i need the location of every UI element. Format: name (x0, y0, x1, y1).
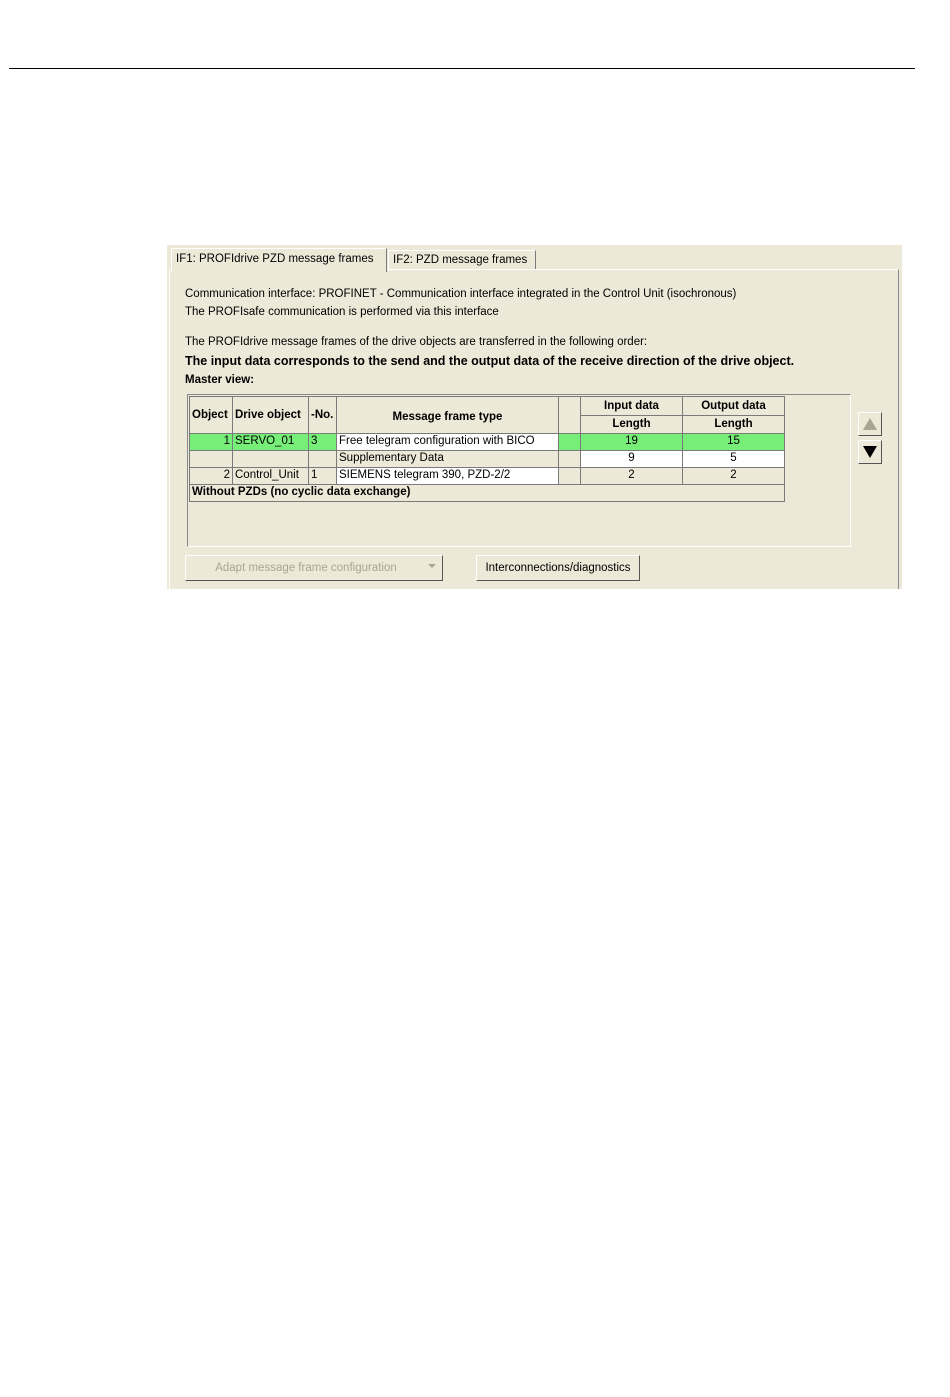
row3-frame-type[interactable]: SIEMENS telegram 390, PZD-2/2 (336, 467, 559, 485)
move-down-button[interactable] (858, 440, 882, 464)
tab-panel (169, 269, 899, 589)
tab-if2[interactable]: IF2: PZD message frames (388, 250, 536, 270)
order-info: The PROFIdrive message frames of the drive objects are transferred in the following order: (185, 336, 648, 348)
row2-no[interactable] (308, 450, 337, 468)
row1-output-length[interactable]: 15 (682, 433, 785, 451)
row3-no[interactable]: 1 (308, 467, 337, 485)
master-view-label: Master view: (185, 374, 255, 386)
row2-drive-object[interactable] (232, 450, 309, 468)
up-arrow-icon (863, 418, 877, 430)
row3-spacer (558, 467, 581, 485)
col-header-frame-type: Message frame type (336, 396, 559, 434)
row1-frame-type[interactable]: Free telegram configuration with BICO (336, 433, 559, 451)
interconnections-diagnostics-button[interactable] (476, 555, 640, 581)
row2-object[interactable] (189, 450, 233, 468)
interface-info: Communication interface: PROFINET - Communication interface integrated in the Control Unit (isochronous) (185, 288, 737, 300)
col-header-output-data: Output data (682, 396, 785, 416)
col-header-no: -No. (308, 396, 337, 434)
col-header-drive-object: Drive object (232, 396, 309, 434)
col-header-spacer (558, 396, 581, 434)
row2-input-length[interactable]: 9 (580, 450, 683, 468)
profisafe-info: The PROFIsafe communication is performed via this interface (185, 306, 499, 318)
tab-if1[interactable]: IF1: PROFIdrive PZD message frames (171, 248, 387, 272)
adapt-frame-config-dropdown[interactable] (185, 555, 443, 581)
frame-table (187, 394, 851, 547)
col-header-object: Object (189, 396, 233, 434)
row3-drive-object[interactable]: Control_Unit (232, 467, 309, 485)
move-up-button[interactable] (858, 412, 882, 436)
chevron-down-icon (428, 564, 436, 568)
row3-output-length[interactable]: 2 (682, 467, 785, 485)
col-header-input-data: Input data (580, 396, 683, 416)
header-rule (9, 68, 915, 69)
row2-frame-type[interactable]: Supplementary Data (336, 450, 559, 468)
row1-input-length[interactable]: 19 (580, 433, 683, 451)
pzd-dialog (167, 245, 902, 589)
row2-spacer (558, 450, 581, 468)
row3-object[interactable]: 2 (189, 467, 233, 485)
direction-info: The input data corresponds to the send and the output data of the receive direction of the drive object. (185, 354, 795, 368)
row2-output-length[interactable]: 5 (682, 450, 785, 468)
row-no-pzd[interactable]: Without PZDs (no cyclic data exchange) (189, 484, 785, 502)
row1-spacer (558, 433, 581, 451)
row3-input-length[interactable]: 2 (580, 467, 683, 485)
adapt-button-label: Adapt message frame configuration (215, 562, 397, 574)
col-header-input-length: Length (580, 415, 683, 434)
down-arrow-icon (863, 446, 877, 458)
row1-no[interactable]: 3 (308, 433, 337, 451)
row1-drive-object[interactable]: SERVO_01 (232, 433, 309, 451)
row1-object[interactable]: 1 (189, 433, 233, 451)
col-header-output-length: Length (682, 415, 785, 434)
interconnections-button-label: Interconnections/diagnostics (485, 562, 631, 574)
